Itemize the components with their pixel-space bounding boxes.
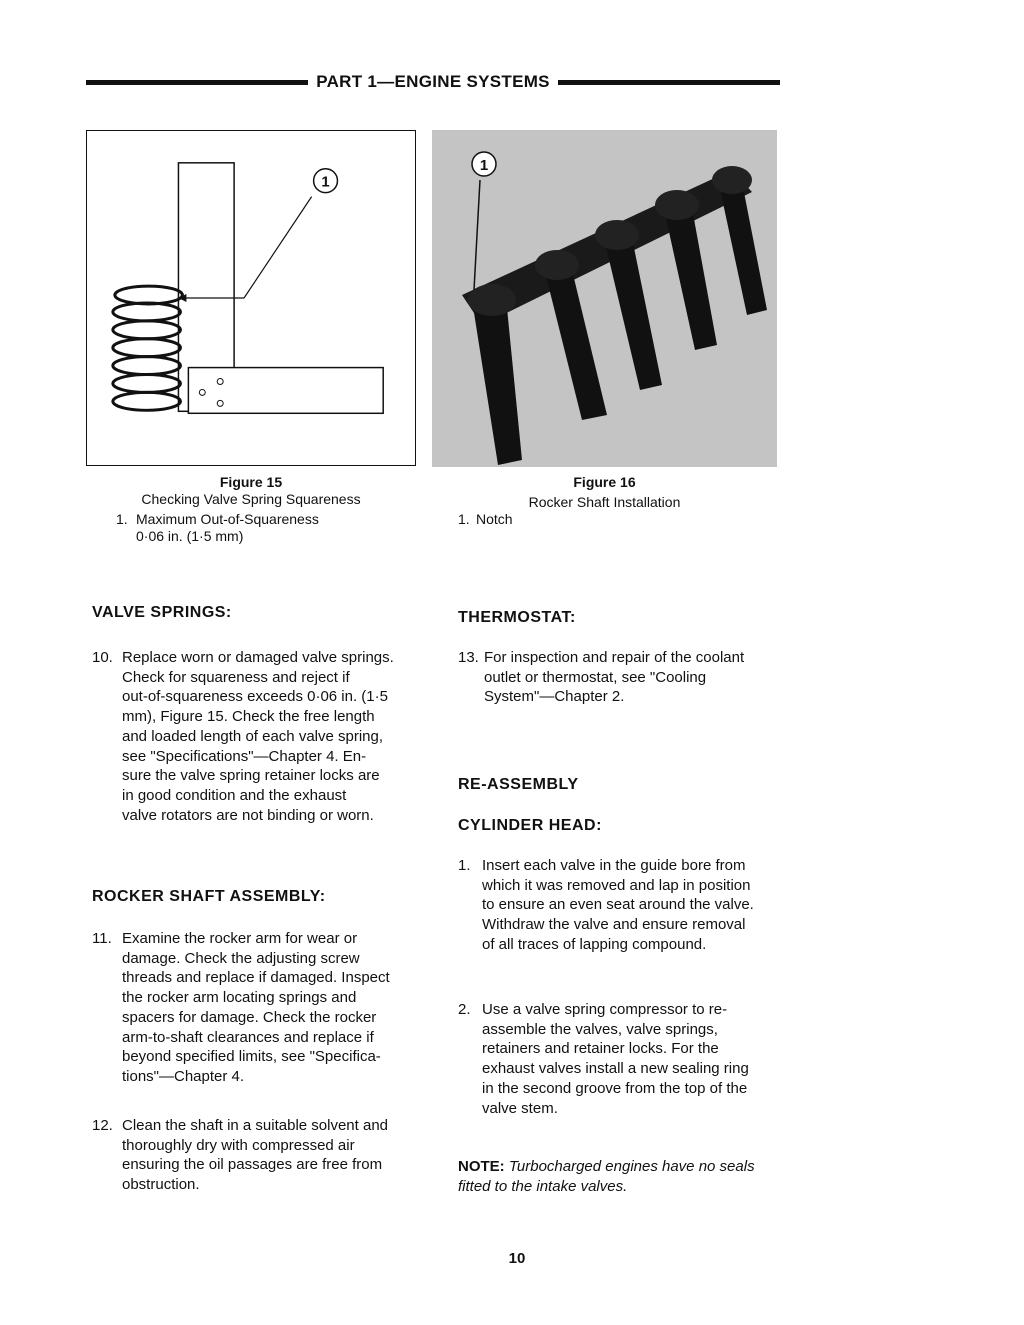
paragraph-12-line: thoroughly dry with compressed air bbox=[122, 1136, 355, 1154]
figure-16-callout-number: 1 bbox=[479, 157, 489, 174]
paragraph-cylinder-1-line: Withdraw the valve and ensure removal bbox=[482, 916, 746, 934]
figure-16-subtitle: Rocker Shaft Installation bbox=[528, 494, 681, 510]
item-number-1: 1. bbox=[458, 857, 471, 874]
header-title: PART 1—ENGINE SYSTEMS bbox=[316, 72, 550, 91]
figure-15-callout-number: 1 bbox=[321, 174, 330, 191]
paragraph-10-line: Check for squareness and reject if bbox=[122, 668, 350, 686]
paragraph-11-line: spacers for damage. Check the rocker bbox=[122, 1008, 377, 1026]
paragraph-11-line: beyond specified limits, see "Specifica- bbox=[122, 1048, 381, 1066]
paragraph-cylinder-2-line: retainers and retainer locks. For the bbox=[482, 1040, 719, 1058]
paragraph-12 bbox=[92, 1116, 420, 1195]
item-number-13: 13. bbox=[458, 649, 479, 666]
note-text-line1: Turbocharged engines have no seals bbox=[508, 1158, 755, 1175]
paragraph-cylinder-1-line: of all traces of lapping compound. bbox=[482, 935, 707, 953]
paragraph-10 bbox=[92, 648, 420, 825]
paragraph-11 bbox=[92, 929, 420, 1087]
page-number: 10 bbox=[508, 1250, 526, 1267]
note-label: NOTE: bbox=[458, 1158, 505, 1175]
paragraph-cylinder-2-line: valve stem. bbox=[482, 1099, 558, 1117]
note-text-line2: fitted to the intake valves. bbox=[458, 1178, 628, 1195]
paragraph-13-line: outlet or thermostat, see "Cooling bbox=[484, 668, 707, 686]
paragraph-13-line: System"—Chapter 2. bbox=[484, 688, 625, 706]
figure-15-item-value: 0·06 in. (1·5 mm) bbox=[136, 528, 244, 544]
heading-valve-springs: VALVE SPRINGS: bbox=[92, 604, 232, 621]
figure-16-photo bbox=[432, 130, 777, 467]
paragraph-10-line: and loaded length of each valve spring, bbox=[122, 727, 384, 745]
paragraph-11-line: Examine the rocker arm for wear or bbox=[122, 930, 358, 947]
heading-rocker-shaft-assembly: ROCKER SHAFT ASSEMBLY: bbox=[92, 888, 326, 905]
heading-re-assembly: RE-ASSEMBLY bbox=[458, 776, 579, 793]
paragraph-10-line: Replace worn or damaged valve springs. bbox=[122, 649, 394, 666]
paragraph-10-line: valve rotators are not binding or worn. bbox=[122, 806, 374, 824]
paragraph-11-line: tions"—Chapter 4. bbox=[122, 1067, 245, 1085]
paragraph-10-line: mm), Figure 15. Check the free length bbox=[122, 708, 375, 726]
figure-15-subtitle: Checking Valve Spring Squareness bbox=[141, 491, 361, 507]
note-turbocharged bbox=[458, 1157, 788, 1197]
figure-16-title: Figure 16 bbox=[573, 474, 636, 490]
paragraph-12-line: ensuring the oil passages are free from bbox=[122, 1156, 383, 1174]
paragraph-cylinder-2-line: in the second groove from the top of the bbox=[482, 1079, 748, 1097]
figure-16-item-number: 1. bbox=[458, 511, 470, 527]
paragraph-10-line: sure the valve spring retainer locks are bbox=[122, 767, 380, 785]
paragraph-10-line: out-of-squareness exceeds 0·06 in. (1·5 bbox=[122, 688, 388, 706]
header-rule-right bbox=[558, 80, 780, 85]
paragraph-cylinder-1-line: Insert each valve in the guide bore from bbox=[482, 857, 746, 874]
paragraph-11-line: arm-to-shaft clearances and replace if bbox=[122, 1028, 374, 1046]
figure-16-item-label: Notch bbox=[476, 511, 513, 527]
paragraph-cylinder-2 bbox=[458, 1000, 784, 1118]
paragraph-cylinder-1 bbox=[458, 856, 784, 955]
paragraph-cylinder-2-line: Use a valve spring compressor to re- bbox=[482, 1001, 728, 1018]
paragraph-13-line: For inspection and repair of the coolant bbox=[484, 649, 745, 666]
paragraph-11-line: threads and replace if damaged. Inspect bbox=[122, 969, 390, 987]
paragraph-10-line: see "Specifications"—Chapter 4. En- bbox=[122, 747, 367, 765]
page-header bbox=[86, 70, 780, 94]
header-rule-left bbox=[86, 80, 308, 85]
item-number-12: 12. bbox=[92, 1117, 113, 1134]
paragraph-13 bbox=[458, 648, 784, 707]
paragraph-11-line: the rocker arm locating springs and bbox=[122, 989, 357, 1007]
figure-15-title: Figure 15 bbox=[219, 474, 283, 490]
paragraph-cylinder-1-line: which it was removed and lap in position bbox=[482, 876, 751, 894]
paragraph-10-line: in good condition and the exhaust bbox=[122, 786, 347, 804]
paragraph-11-line: damage. Check the adjusting screw bbox=[122, 949, 360, 967]
paragraph-cylinder-2-line: assemble the valves, valve springs, bbox=[482, 1020, 718, 1038]
paragraph-12-line: Clean the shaft in a suitable solvent and bbox=[122, 1117, 389, 1134]
paragraph-12-line: obstruction. bbox=[122, 1176, 200, 1194]
heading-cylinder-head: CYLINDER HEAD: bbox=[458, 817, 602, 834]
paragraph-cylinder-2-line: exhaust valves install a new sealing ring bbox=[482, 1060, 749, 1078]
item-number-11: 11. bbox=[92, 930, 112, 947]
item-number-2: 2. bbox=[458, 1001, 471, 1018]
figure-15-item-label: Maximum Out-of-Squareness bbox=[136, 511, 319, 527]
paragraph-cylinder-1-line: to ensure an even seat around the valve. bbox=[482, 896, 754, 914]
heading-thermostat: THERMOSTAT: bbox=[458, 609, 576, 626]
figure-15-illustration bbox=[86, 130, 416, 466]
item-number-10: 10. bbox=[92, 649, 113, 666]
figure-15-item-number: 1. bbox=[116, 511, 128, 527]
